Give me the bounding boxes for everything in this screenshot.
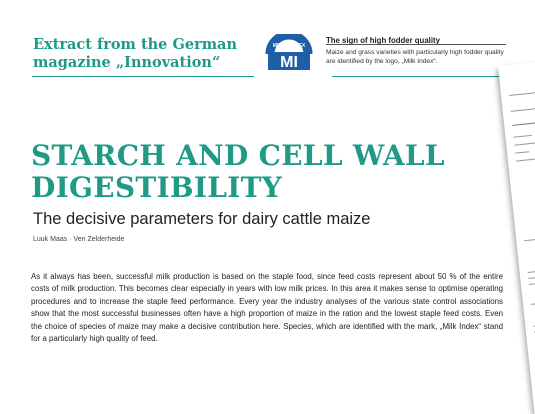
thumb-line <box>515 151 529 153</box>
thumb-line <box>513 135 531 138</box>
extract-line-1: Extract from the German <box>33 36 237 53</box>
thumb-line <box>516 159 535 162</box>
extract-line-2: magazine „Innovation“ <box>33 54 221 71</box>
article-title-line-1: STARCH AND CELL WALL <box>31 139 445 172</box>
sign-text: Maize and grass varieties with particularly high fodder quality are identified by the logo, „Milk Index“. <box>326 49 504 65</box>
sign-divider <box>326 44 506 45</box>
thumb-line <box>528 276 535 279</box>
logo-top-text: MILCH INDEX <box>272 43 306 49</box>
thumb-line <box>528 271 535 273</box>
sign-title: The sign of high fodder quality <box>326 36 440 45</box>
header-divider-left <box>32 76 254 77</box>
thumb-line <box>524 234 535 241</box>
article-title <box>31 140 471 204</box>
thumb-line <box>512 122 535 126</box>
article-body: As it always has been, successful milk production is based on the staple food, since feed costs represent about 50 % of the entire costs of milk production. This becomes clear especially in years with low milk prices. In this area it makes sense to optimise operating procedures and to increase the staple feed performance. Every year the industry analyses of the various state control associations show that the most successful businesses often have a high proportion of maize in the ration and the lowest staple feed costs. Even the choice of species of maize may make a decisive contribution here. Species, which are identified with the mark, „Milk Index“ stand for a particularly high quality of feed. <box>31 272 503 344</box>
article-authors: Luuk Maas · Ven Zelderheide <box>33 236 125 243</box>
thumb-line <box>514 142 535 145</box>
article-title-line-2: DIGESTIBILITY <box>31 171 283 204</box>
thumb-line <box>509 89 535 96</box>
milch-index-logo <box>256 34 322 70</box>
extract-heading <box>33 36 237 72</box>
thumb-line <box>511 106 535 112</box>
thumb-line <box>531 297 535 304</box>
document-page-thumbnail <box>498 58 535 414</box>
article-subtitle: The decisive parameters for dairy cattle maize <box>33 210 371 228</box>
thumb-line <box>529 283 535 285</box>
logo-letters: MI <box>280 54 298 70</box>
